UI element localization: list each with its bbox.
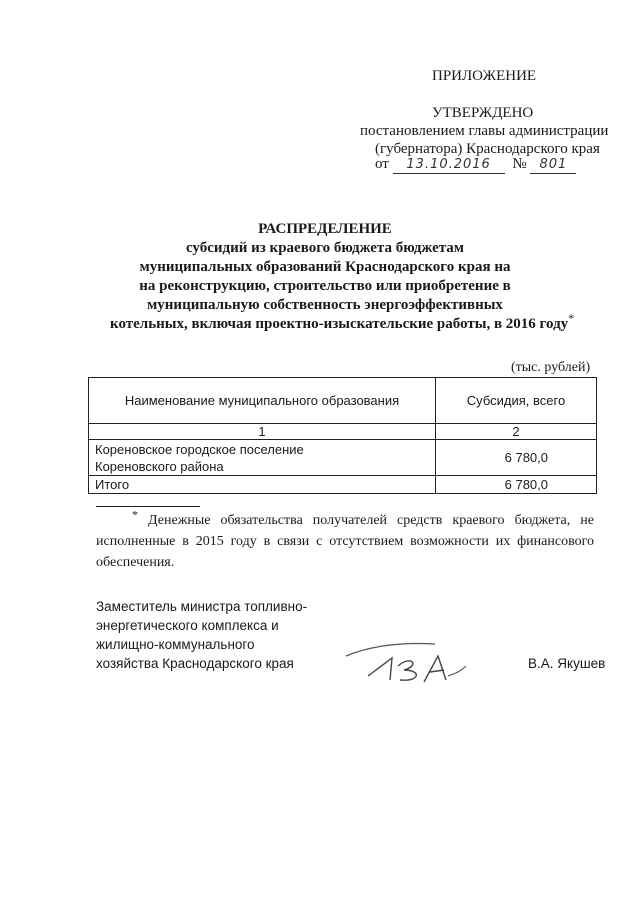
signatory-name: В.А. Якушев	[528, 656, 606, 671]
total-label: Итого	[89, 476, 436, 494]
column-number-2: 2	[436, 424, 597, 440]
title-line-3: на реконструкцию, строительство или приобретение в	[139, 278, 511, 294]
column-number-row	[89, 424, 597, 440]
title-line-5-text: котельных, включая проектно-изыскательские работы, в 2016 году	[110, 316, 569, 332]
approved-by-line-2: (губернатора) Краснодарского края	[375, 141, 600, 157]
column-number-1: 1	[89, 424, 436, 440]
municipality-cell	[89, 440, 436, 476]
footnote-text	[96, 507, 595, 573]
total-row	[89, 476, 597, 494]
title-line-1: субсидий из краевого бюджета бюджетам	[185, 240, 465, 256]
municipality-name-line-2: Кореновского района	[95, 458, 224, 474]
position-line-1: Заместитель министра топливно-	[96, 599, 308, 614]
footnote-line-1-text: Денежные обязательства получателей средств краевого бюджета, не	[148, 513, 595, 528]
signatory-position	[96, 597, 307, 673]
title-footnote-mark: *	[568, 311, 575, 325]
header-subsidy: Субсидия, всего	[436, 378, 597, 424]
handwritten-number: 801	[539, 157, 568, 172]
position-line-2: энергетического комплекса и	[96, 618, 279, 633]
date-prefix: от	[375, 156, 389, 172]
subsidy-amount: 6 780,0	[436, 440, 597, 476]
appendix-label: ПРИЛОЖЕНИЕ	[432, 68, 537, 84]
number-prefix: №	[512, 156, 527, 172]
municipality-name-line-1: Кореновское городское поселение	[95, 441, 304, 457]
title-line-5	[110, 311, 575, 334]
handwritten-date: 13.10.2016	[406, 157, 491, 172]
number-field	[530, 156, 576, 174]
position-line-3: жилищно-коммунального	[96, 637, 255, 652]
decree-date-line	[375, 156, 576, 174]
title-line-4: муниципальную собственность энергоэффективных	[147, 297, 503, 313]
units-label: (тыс. рублей)	[511, 360, 591, 375]
document-title	[110, 220, 575, 334]
footnote-line-1	[96, 507, 595, 531]
approved-label: УТВЕРЖДЕНО	[432, 105, 534, 121]
position-line-4: хозяйства Краснодарского края	[96, 656, 294, 671]
total-amount: 6 780,0	[436, 476, 597, 494]
table-row	[89, 440, 597, 476]
header-name: Наименование муниципального образования	[89, 378, 436, 424]
handwritten-signature	[340, 636, 470, 688]
title-line-2: муниципальных образований Краснодарского края на	[139, 259, 511, 275]
footnote-divider	[96, 506, 200, 507]
date-field	[393, 156, 505, 174]
subsidy-table	[88, 377, 597, 494]
footnote-line-3: обеспечения.	[96, 555, 175, 570]
footnote-line-2: исполненные в 2015 году в связи с отсутствием возможности их финансового	[96, 534, 594, 549]
table-header-row	[89, 378, 597, 424]
approved-by-line-1: постановлением главы администрации	[360, 123, 609, 139]
title-heading: РАСПРЕДЕЛЕНИЕ	[258, 221, 392, 237]
footnote-mark: *	[132, 507, 138, 522]
